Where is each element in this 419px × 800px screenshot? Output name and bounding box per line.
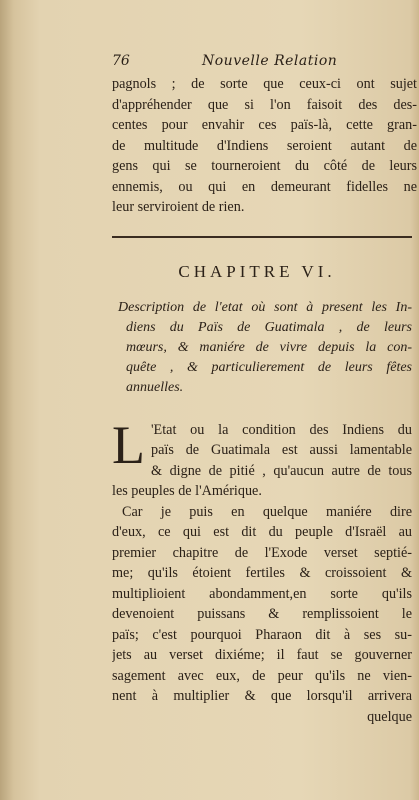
page-number: 76 xyxy=(112,53,130,69)
text-line: gens qui se tourneroient du côté de leurs xyxy=(112,158,417,174)
text-line: premier chapitre de l'Exode verset septié- xyxy=(112,544,412,561)
chapter-title: CHAPITRE VI. xyxy=(178,261,336,281)
text-line: païs de Guatimala est aussi lamentable xyxy=(151,442,412,458)
text-line: sagement avec eux, de peur qu'ils ne vien- xyxy=(112,667,412,684)
chapter-separator-rule xyxy=(112,236,412,238)
paragraph-2 xyxy=(112,502,412,728)
paragraph-1 xyxy=(112,414,412,502)
text-line: païs; c'est pourquoi Pharaon dit à ses su- xyxy=(112,626,412,643)
text-line: pagnols ; de sorte que ceux-ci ont sujet xyxy=(112,76,417,92)
page-content xyxy=(112,52,417,727)
text-line: devenoient puissans & remplissoient le xyxy=(112,606,412,622)
summary-line: Description de l'etat où sont à present les In- xyxy=(118,299,412,315)
summary-line: mœurs, & maniére de vivre depuis la con- xyxy=(126,339,412,355)
drop-cap: L xyxy=(112,414,145,475)
text-line: leur serviroient de rien. xyxy=(112,199,245,215)
text-line: de multitude d'Indiens seroient autant de xyxy=(112,137,417,154)
text-line: ennemis, ou qui en demeurant fidelles ne xyxy=(112,178,417,195)
summary-line: annuelles. xyxy=(126,379,184,395)
text-line: d'appréhender que si l'on faisoit des des- xyxy=(112,96,417,113)
text-line: & digne de pitié , qu'aucun autre de tous xyxy=(151,462,412,479)
text-line: jets au verset dixiéme; il faut se gouverner xyxy=(112,647,412,663)
intro-text xyxy=(112,74,417,218)
summary-line: quête , & particulierement de leurs fêtes xyxy=(126,359,412,375)
text-line: Car je puis en quelque maniére dire xyxy=(122,503,412,520)
text-line: d'eux, ce qui est dit du peuple d'Israël au xyxy=(112,524,412,540)
text-line: les peuples de l'Amérique. xyxy=(112,483,262,499)
running-head xyxy=(112,52,417,70)
catchword: quelque xyxy=(367,708,412,725)
text-line: multiplioient abondamment,en sorte qu'ils xyxy=(112,585,412,602)
text-line: me; qu'ils étoient fertiles & croissoient & xyxy=(112,565,412,581)
chapter-summary xyxy=(112,298,412,398)
text-line: centes pour envahir ces païs-là, cette gran- xyxy=(112,117,417,133)
text-line: 'Etat ou la condition des Indiens du xyxy=(151,421,412,438)
text-line: nent à multiplier & que lorsqu'il arrivera xyxy=(112,688,412,704)
summary-line: diens du Païs de Guatimala , de leurs xyxy=(126,319,412,335)
running-title: Nouvelle Relation xyxy=(202,53,338,69)
